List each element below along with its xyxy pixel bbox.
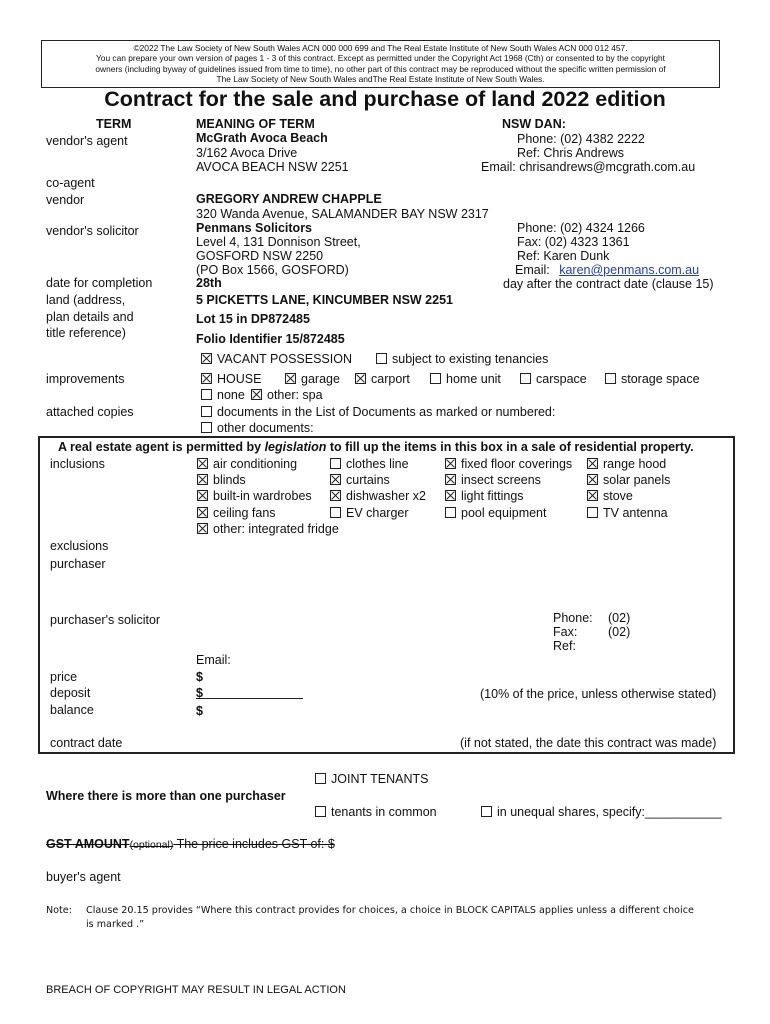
term-price: price: [50, 670, 78, 684]
note-label: Note:: [46, 905, 72, 916]
term-purchaser: purchaser: [50, 557, 106, 571]
solicitor-name: Penmans Solicitors: [196, 221, 313, 235]
footer-warning: BREACH OF COPYRIGHT MAY RESULT IN LEGAL ACTION: [46, 984, 346, 996]
term-vendor: vendor: [46, 193, 85, 207]
note-line-1: Clause 20.15 provides “Where this contract provides for choices, a choice in BLOCK CAPITALS applies unless a different choice: [86, 905, 694, 916]
solicitor-email-label: Email:: [515, 263, 550, 277]
term-exclusions: exclusions: [50, 539, 109, 553]
checkbox-unchecked[interactable]: [315, 773, 326, 784]
completion-value: 28th: [196, 276, 222, 290]
inclusion-solar-panels[interactable]: solar panels: [587, 473, 670, 487]
term-buyers-agent: buyer's agent: [46, 870, 121, 884]
inclusion-clothes-line[interactable]: clothes line: [330, 457, 409, 471]
term-header: TERM: [96, 117, 132, 131]
checkbox-checked[interactable]: [587, 490, 598, 501]
checkbox-checked[interactable]: [445, 490, 456, 501]
contract-date-note: (if not stated, the date this contract was made): [460, 736, 717, 750]
solicitor-address-3: (PO Box 1566, GOSFORD): [196, 263, 349, 277]
inclusion-tv-antenna[interactable]: TV antenna: [587, 506, 668, 520]
inclusion-light-fittings[interactable]: light fittings: [445, 489, 524, 503]
checkbox-checked[interactable]: [201, 353, 212, 364]
inclusion-ceiling-fans[interactable]: ceiling fans: [197, 506, 276, 520]
checkbox-unchecked[interactable]: [520, 373, 531, 384]
page-title: Contract for the sale and purchase of land 2022 edition: [104, 87, 666, 111]
inclusion-blinds[interactable]: blinds: [197, 473, 246, 487]
checkbox-unchecked[interactable]: [330, 507, 341, 518]
improvement-carport[interactable]: carport: [355, 372, 410, 386]
inclusion-wardrobes[interactable]: built-in wardrobes: [197, 489, 312, 503]
checkbox-unchecked[interactable]: [481, 806, 492, 817]
checkbox-unchecked[interactable]: [201, 422, 212, 433]
note-line-2: is marked .”: [86, 919, 145, 930]
unequal-shares-option[interactable]: in unequal shares, specify:___________: [481, 805, 722, 819]
solicitor-address-1: Level 4, 131 Donnison Street,: [196, 235, 361, 249]
dan-header: NSW DAN:: [502, 117, 566, 131]
improvement-storage[interactable]: storage space: [605, 372, 700, 386]
improvement-other[interactable]: other: spa: [251, 388, 323, 402]
purchaser-fax: (02): [608, 625, 631, 639]
term-balance: balance: [50, 703, 94, 717]
checkbox-checked[interactable]: [197, 458, 208, 469]
existing-tenancies-option[interactable]: subject to existing tenancies: [376, 352, 548, 366]
vendor-name: GREGORY ANDREW CHAPPLE: [196, 192, 382, 206]
solicitor-fax: Fax: (02) 4323 1361: [517, 235, 630, 249]
completion-note: day after the contract date (clause 15): [503, 277, 714, 291]
term-vendors-solicitor: vendor's solicitor: [46, 224, 139, 238]
purchaser-phone-label: Phone:: [553, 611, 593, 625]
copyright-notice: [41, 40, 720, 88]
checkbox-unchecked[interactable]: [315, 806, 326, 817]
term-improvements: improvements: [46, 372, 125, 386]
improvement-home-unit[interactable]: home unit: [430, 372, 501, 386]
solicitor-phone: Phone: (02) 4324 1266: [517, 221, 645, 235]
improvement-house[interactable]: HOUSE: [201, 372, 261, 386]
solicitor-address-2: GOSFORD NSW 2250: [196, 249, 324, 263]
vacant-possession-option[interactable]: VACANT POSSESSION: [201, 352, 352, 366]
checkbox-checked[interactable]: [201, 373, 212, 384]
checkbox-checked[interactable]: [197, 474, 208, 485]
checkbox-unchecked[interactable]: [430, 373, 441, 384]
checkbox-checked[interactable]: [587, 458, 598, 469]
copyright-line: owners (including byway of guidelines issued from time to time), no other part of this contract may be reproduced without the specific written permission of: [95, 63, 666, 74]
copyright-line: You can prepare your own version of pages 1 - 3 of this contract. Except as permitted under the Copyright Act 1968 (Cth) or consented to by the copyright: [95, 53, 666, 64]
tenants-in-common-option[interactable]: tenants in common: [315, 805, 437, 819]
checkbox-checked[interactable]: [197, 523, 208, 534]
price-symbol: $: [196, 670, 203, 684]
checkbox-unchecked[interactable]: [587, 507, 598, 518]
term-attached-copies: attached copies: [46, 405, 134, 419]
agent-phone: Phone: (02) 4382 2222: [517, 132, 645, 146]
inclusion-dishwasher[interactable]: dishwasher x2: [330, 489, 426, 503]
checkbox-unchecked[interactable]: [201, 389, 212, 400]
checkbox-checked[interactable]: [445, 474, 456, 485]
term-land-1: land (address,: [46, 293, 126, 307]
agent-email: Email: chrisandrews@mcgrath.com.au: [481, 160, 696, 174]
inclusion-pool-equipment[interactable]: pool equipment: [445, 506, 546, 520]
agent-ref: Ref: Chris Andrews: [517, 146, 624, 160]
deposit-note: (10% of the price, unless otherwise stated): [480, 687, 717, 701]
land-address: 5 PICKETTS LANE, KINCUMBER NSW 2251: [196, 293, 453, 307]
solicitor-ref: Ref: Karen Dunk: [517, 249, 610, 263]
agent-address-1: 3/162 Avoca Drive: [196, 146, 298, 160]
checkbox-checked[interactable]: [587, 474, 598, 485]
term-land-2: plan details and: [46, 310, 134, 324]
purchaser-phone: (02): [608, 611, 631, 625]
checkbox-unchecked[interactable]: [376, 353, 387, 364]
inclusion-air-conditioning[interactable]: air conditioning: [197, 457, 297, 471]
checkbox-checked[interactable]: [445, 458, 456, 469]
attached-documents[interactable]: documents in the List of Documents as marked or numbered:: [201, 405, 555, 419]
vendor-address: 320 Wanda Avenue, SALAMANDER BAY NSW 2317: [196, 207, 489, 221]
deposit-field[interactable]: $: [196, 686, 303, 700]
checkbox-checked[interactable]: [197, 507, 208, 518]
solicitor-email-link[interactable]: karen@penmans.com.au: [559, 263, 700, 277]
inclusion-range-hood[interactable]: range hood: [587, 457, 666, 471]
checkbox-checked[interactable]: [251, 389, 262, 400]
term-land-3: title reference): [46, 326, 126, 340]
improvement-carspace[interactable]: carspace: [520, 372, 587, 386]
balance-symbol: $: [196, 704, 203, 718]
agent-box-heading: A real estate agent is permitted by legislation to fill up the items in this box in a sale of residential property.: [58, 440, 694, 454]
purchaser-fax-label: Fax:: [553, 625, 578, 639]
inclusion-ev-charger[interactable]: EV charger: [330, 506, 409, 520]
checkbox-checked[interactable]: [330, 474, 341, 485]
checkbox-checked[interactable]: [330, 490, 341, 501]
land-folio: Folio Identifier 15/872485: [196, 332, 345, 346]
checkbox-unchecked[interactable]: [445, 507, 456, 518]
inclusion-curtains[interactable]: curtains: [330, 473, 390, 487]
checkbox-checked[interactable]: [355, 373, 366, 384]
term-deposit: deposit: [50, 686, 91, 700]
checkbox-checked[interactable]: [285, 373, 296, 384]
copyright-line: The Law Society of New South Wales andThe Real Estate Institute of New South Wales.: [216, 74, 545, 85]
checkbox-unchecked[interactable]: [330, 458, 341, 469]
term-vendors-agent: vendor's agent: [46, 134, 128, 148]
inclusion-stove[interactable]: stove: [587, 489, 633, 503]
copyright-line: ©2022 The Law Society of New South Wales ACN 000 000 699 and The Real Estate Institute of New South Wales ACN 000 012 457.: [133, 43, 628, 53]
attached-other[interactable]: other documents:: [201, 421, 314, 435]
term-completion: date for completion: [46, 276, 153, 290]
improvement-garage[interactable]: garage: [285, 372, 340, 386]
gst-amount: GST AMOUNT(optional) The price includes GST of: $: [46, 837, 335, 851]
term-purchasers-solicitor: purchaser's solicitor: [50, 613, 161, 627]
improvement-none[interactable]: none: [201, 388, 245, 402]
multiple-purchaser-label: Where there is more than one purchaser: [46, 789, 286, 803]
term-inclusions: inclusions: [50, 457, 105, 471]
term-contract-date: contract date: [50, 736, 123, 750]
inclusion-floor-coverings[interactable]: fixed floor coverings: [445, 457, 572, 471]
inclusion-insect-screens[interactable]: insect screens: [445, 473, 541, 487]
meaning-header: MEANING OF TERM: [196, 117, 315, 131]
checkbox-unchecked[interactable]: [605, 373, 616, 384]
term-co-agent: co-agent: [46, 176, 95, 190]
joint-tenants-option[interactable]: JOINT TENANTS: [315, 772, 428, 786]
checkbox-unchecked[interactable]: [201, 406, 212, 417]
inclusion-other[interactable]: other: integrated fridge: [197, 522, 339, 536]
purchaser-email: Email:: [196, 653, 231, 667]
land-lot: Lot 15 in DP872485: [196, 312, 310, 326]
agent-name: McGrath Avoca Beach: [196, 131, 328, 145]
checkbox-checked[interactable]: [197, 490, 208, 501]
agent-address-2: AVOCA BEACH NSW 2251: [196, 160, 349, 174]
purchaser-ref: Ref:: [553, 639, 576, 653]
